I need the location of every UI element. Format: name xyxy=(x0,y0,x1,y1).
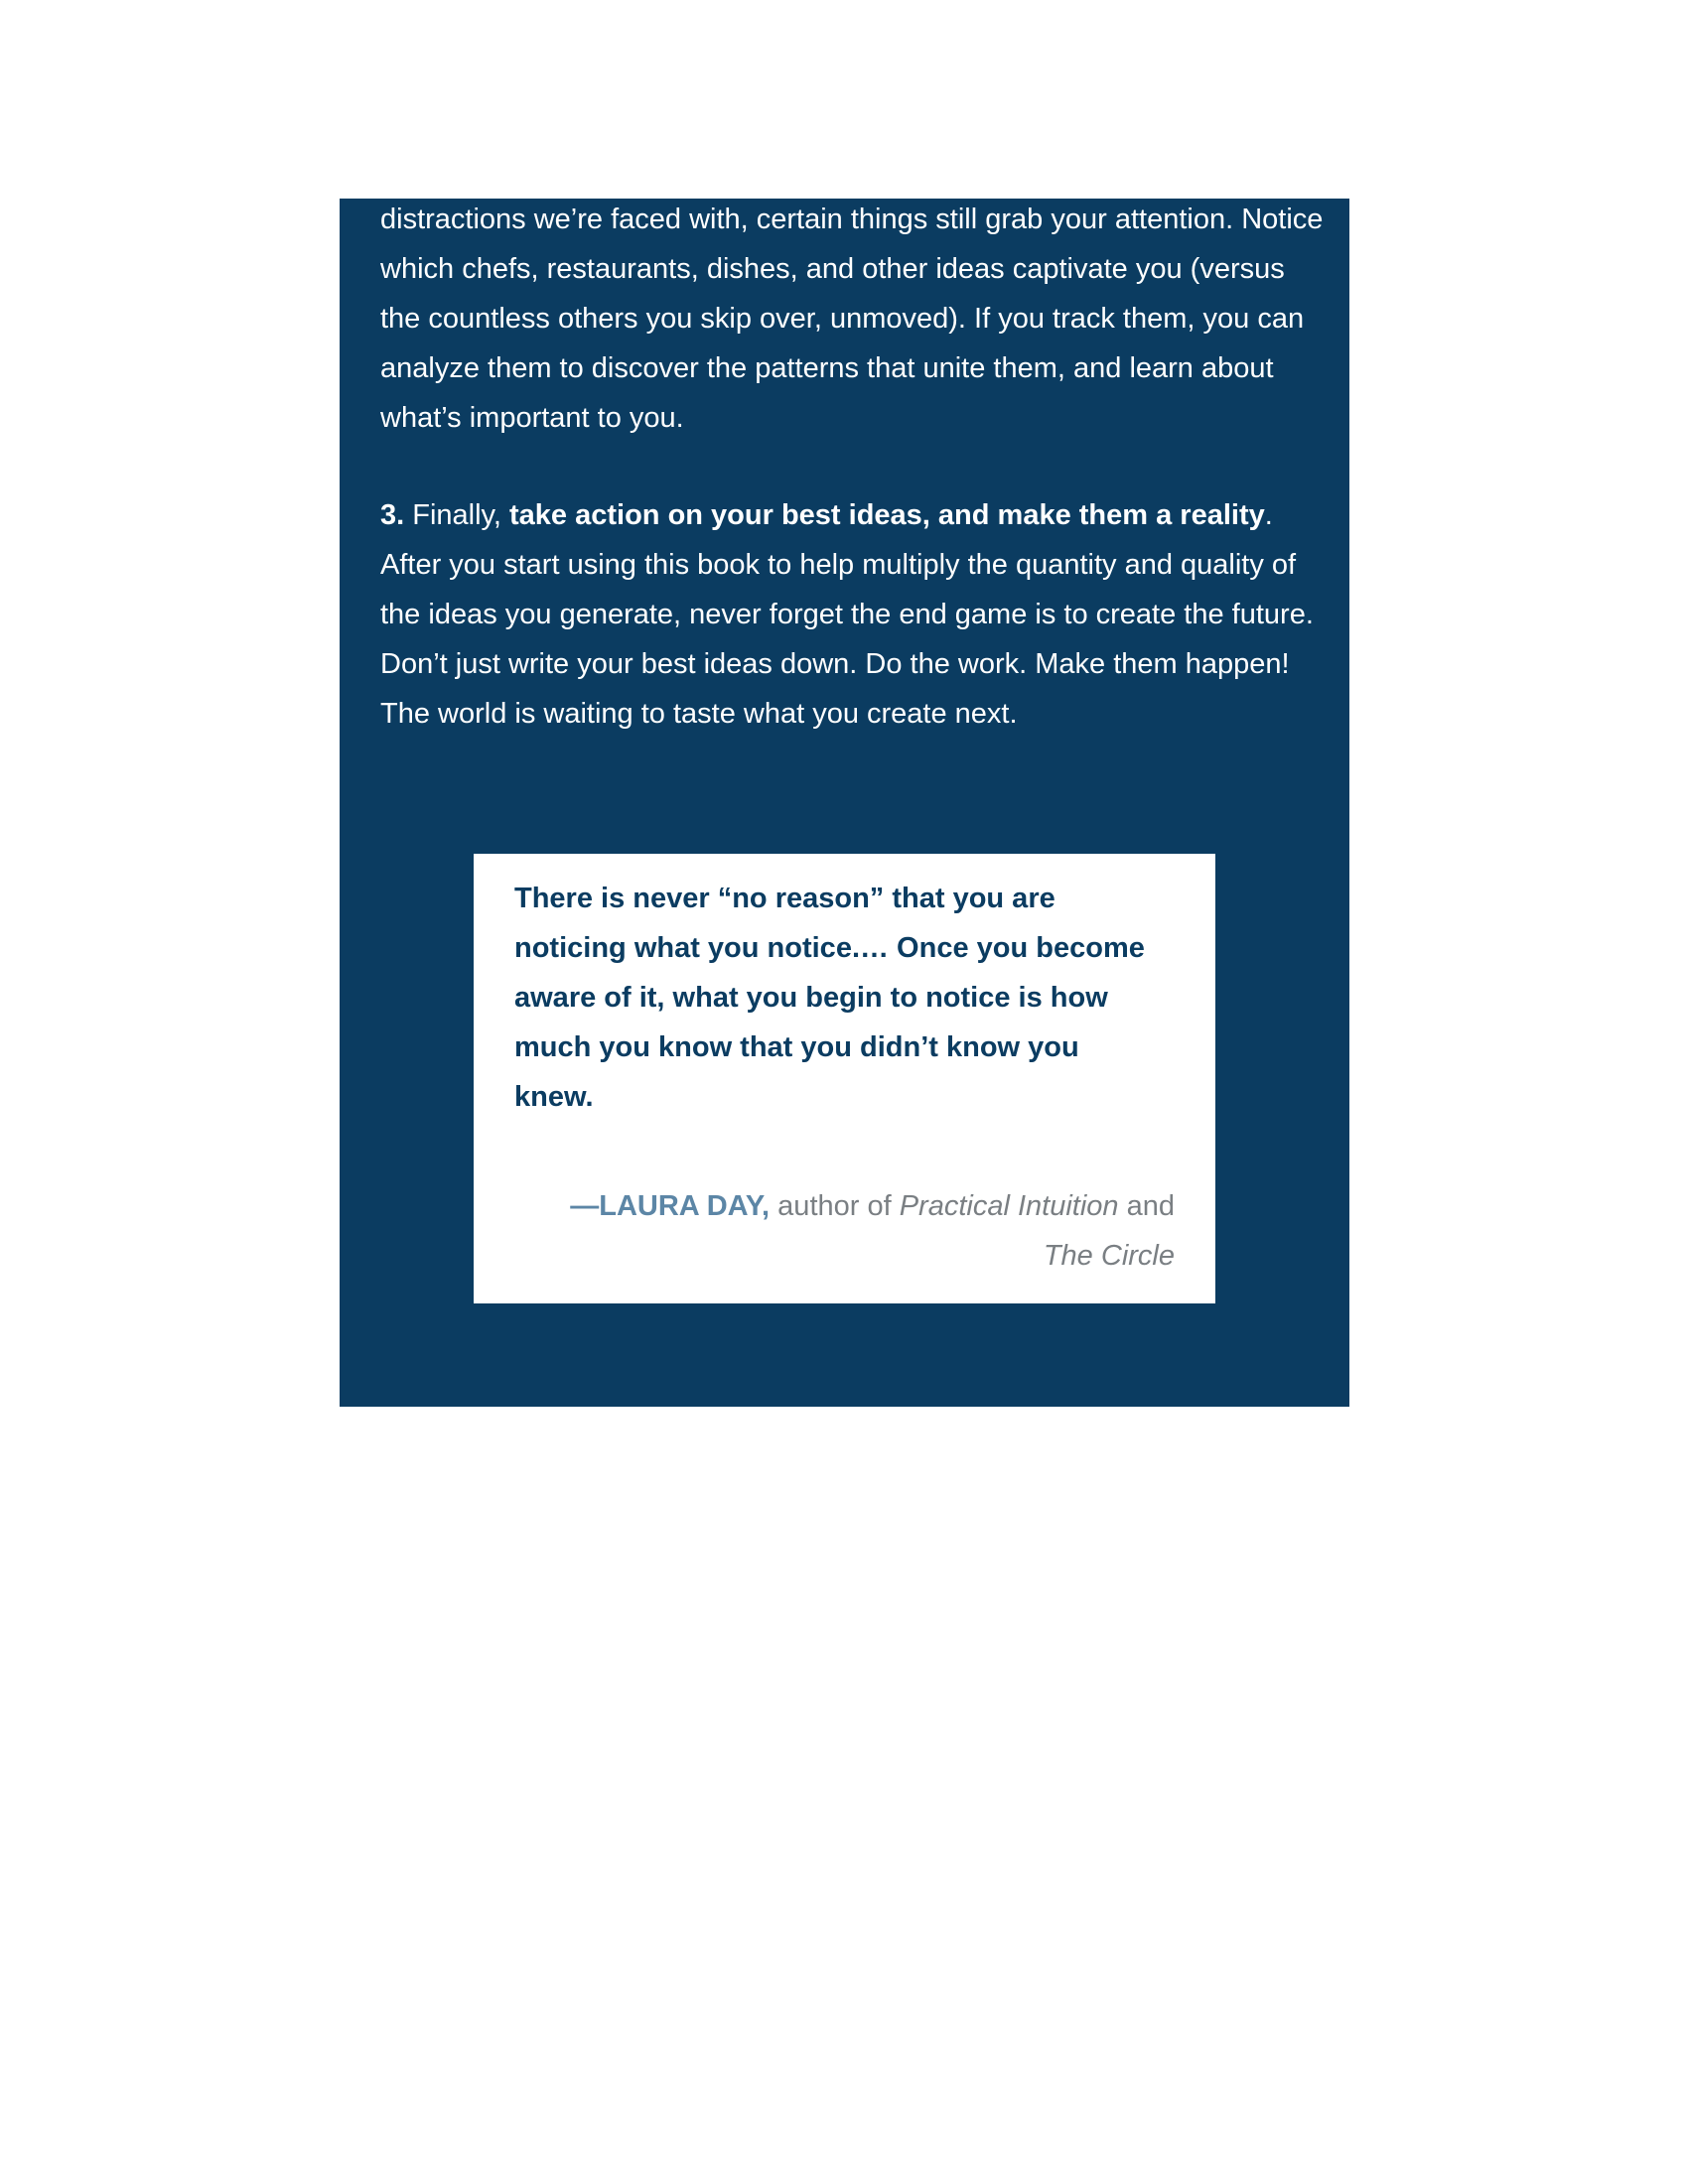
author-name: —LAURA DAY, xyxy=(570,1190,771,1222)
paragraph-rest: . After you start using this book to help multiply the quantity and quality of the ideas you generate, never forget the end game is to create the future. Don’t just write your best ideas down. Do the work. Make them happen! The world is waiting to taste what you create next. xyxy=(380,499,1314,730)
pull-quote-text: There is never “no reason” that you are noticing what you notice.… Once you become aware of it, what you begin to notice is how much you know that you didn’t know you knew. xyxy=(514,883,1145,1113)
list-number: 3. xyxy=(380,499,405,531)
body-paragraph-1: distractions we’re faced with, certain things still grab your attention. Notice which chefs, restaurants, dishes, and other ideas captivate you (versus the countless others you skip over, unmoved). If you track them, you can analyze them to discover the patterns that unite them, and learn about what’s important to you. xyxy=(380,204,1324,434)
body-paragraph-2 xyxy=(380,490,1324,739)
paragraph-lead: Finally, xyxy=(404,499,510,531)
book-title-2: The Circle xyxy=(1043,1240,1175,1272)
author-role: author of xyxy=(770,1190,900,1222)
sidebar-panel xyxy=(340,199,1349,1407)
book-title-1: Practical Intuition xyxy=(899,1190,1119,1222)
pull-quote-box xyxy=(474,854,1215,1303)
paragraph-bold-phrase: take action on your best ideas, and make them a reality xyxy=(509,499,1265,531)
conjunction: and xyxy=(1118,1190,1175,1222)
quote-attribution xyxy=(539,1181,1175,1281)
